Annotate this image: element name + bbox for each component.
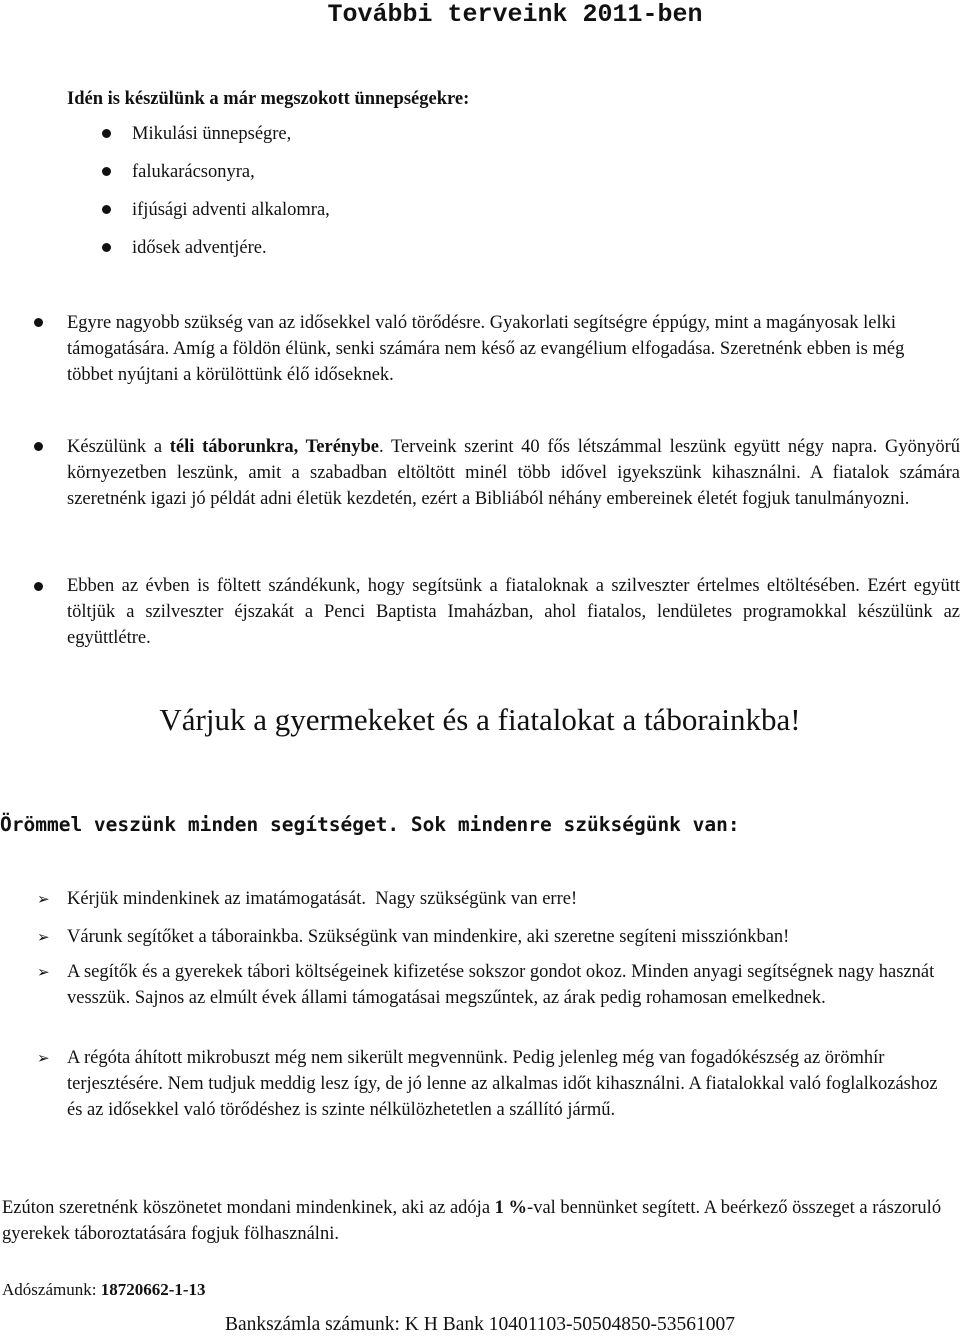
- event-item: falukarácsonyra,: [132, 162, 255, 182]
- thanks-paragraph: [2, 1195, 942, 1247]
- thanks-post: -val bennünket segített. A beérkező összeget a rászoruló gyerekek táboroztatására fogjuk fölhasználni.: [2, 1198, 942, 1244]
- page-title: További terveink 2011-ben: [327, 0, 703, 29]
- slogan-heading: Várjuk a gyermekeket és a fiatalokat a táborainkba!: [159, 702, 801, 737]
- need-item: A régóta áhított mikrobuszt még nem sikerült megvennünk. Pedig jelenleg még van fogadókészség az örömhír terjesztésére. Nem tudjuk meddig lesz így, de jó lenne az alkalmas időt kihasználni. A fiatalokkal való foglalkozáshoz és az idősekkel való törődéshez is szinte nélkülözhetetlen a szállító jármű.: [67, 1048, 938, 1120]
- arrow-bullet-icon: ➢: [37, 890, 50, 908]
- event-item: idősek adventjére.: [132, 238, 267, 258]
- bullet-dot-icon: [34, 442, 43, 451]
- event-item: Mikulási ünnepségre,: [132, 124, 292, 144]
- event-item: ifjúsági adventi alkalomra,: [132, 200, 330, 220]
- need-item: A segítők és a gyerekek tábori költségeinek kifizetése sokszor gondot okoz. Minden anyagi segítségnek nagy hasznát vesszük. Sajnos az elmúlt évek állami támogatásai megszűntek, az árak pedig rohamosan emelkednek.: [67, 962, 935, 1008]
- need-item: Kérjük mindenkinek az imatámogatását. Nagy szükségünk van erre!: [67, 889, 578, 909]
- tax-label: Adószámunk:: [2, 1280, 101, 1299]
- bullet-dot-icon: [102, 205, 111, 214]
- arrow-bullet-icon: ➢: [37, 963, 50, 981]
- bullet-dot-icon: [34, 318, 43, 327]
- bullet-dot-icon: [34, 582, 43, 591]
- tax-number: [2, 1277, 206, 1303]
- thanks-bold: 1 %: [494, 1198, 528, 1218]
- need-item: Várunk segítőket a táborainkba. Szükségünk van mindenkire, aki szeretne segíteni missziónkban!: [67, 927, 790, 947]
- plan-elderly: Egyre nagyobb szükség van az idősekkel való törődésre. Gyakorlati segítségre éppúgy, mint a magányosak lelki támogatására. Amíg a földön élünk, senki számára nem késő az evangélium elfogadása. Szeretnénk ebben is még többet nyújtani a körülöttünk élő időseknek.: [67, 313, 905, 385]
- plan-winter-camp-post: . Terveink szerint 40 fős létszámmal leszünk együtt négy napra. Gyönyörű környezetben leszünk, amit a szabadban eltöltött minél több idővel igyekszünk kihasználni. A fiatalok számára szeretnénk igazi jó példát adni életük kezdetén, ezért a Bibliából néhány embereinek életét fogjuk tanulmányozni.: [67, 437, 960, 509]
- plan-new-year: Ebben az évben is föltett szándékunk, hogy segítsünk a fiataloknak a szilveszter értelmes eltöltésében. Ezért együtt töltjük a szilveszter éjszakát a Penci Baptista Imaházban, ahol fiatalos, lendületes programokkal készülünk az együttlétre.: [67, 576, 960, 648]
- bank-account: Bankszámla számunk: K H Bank 10401103-50504850-53561007: [225, 1314, 735, 1335]
- bullet-dot-icon: [102, 167, 111, 176]
- arrow-bullet-icon: ➢: [37, 1049, 50, 1067]
- plan-winter-camp-pre: Készülünk a: [67, 437, 170, 457]
- intro-heading: Idén is készülünk a már megszokott ünnepségekre:: [67, 89, 470, 109]
- plan-winter-camp-bold: téli táborunkra, Terénybe: [169, 437, 379, 457]
- thanks-pre: Ezúton szeretnénk köszönetet mondani mindenkinek, aki az adója: [2, 1198, 495, 1218]
- plan-winter-camp: [67, 434, 960, 512]
- bullet-dot-icon: [102, 243, 111, 252]
- bullet-dot-icon: [102, 129, 111, 138]
- tax-value: 18720662-1-13: [100, 1280, 206, 1299]
- help-heading: Örömmel veszünk minden segítséget. Sok mindenre szükségünk van:: [0, 813, 740, 836]
- arrow-bullet-icon: ➢: [37, 928, 50, 946]
